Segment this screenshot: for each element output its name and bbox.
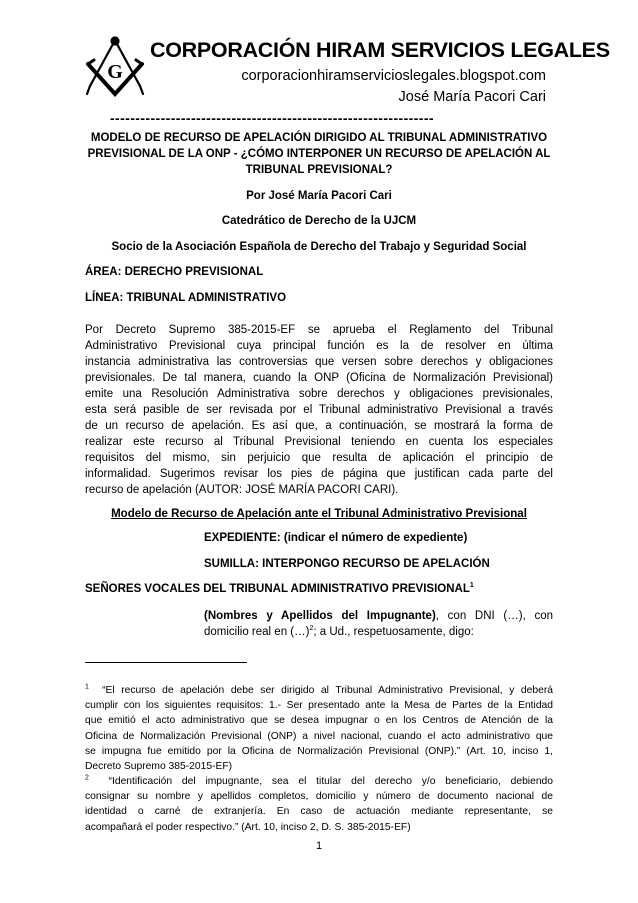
author-position: Catedrático de Derecho de la UJCM — [221, 215, 417, 227]
page-number: 1 — [315, 840, 323, 852]
footnote-line-text: “El recurso de apelación debe ser dirigido al Tribunal Administrativo Previsional, y deberá — [102, 685, 553, 696]
appellant-block — [204, 608, 553, 640]
logo-letter: G — [107, 61, 123, 83]
senores-vocales-text: SEÑORES VOCALES DEL TRIBUNAL ADMINISTRATIVO PREVISIONAL — [85, 583, 470, 595]
footnote-line: Decreto Supremo 385-2015-EF) — [85, 760, 233, 772]
footnote-line: se impugna fue emitido por la Oficina de Normalización Previsional (ONP).” (Art. 10, inciso 1, — [85, 745, 553, 757]
header-separator: ---------------------------------------------------------------- — [110, 110, 434, 126]
expediente-label: EXPEDIENTE: (indicar el número de expediente) — [204, 532, 468, 544]
masonic-compass-square-logo-icon — [84, 34, 146, 104]
linea-label: LÍNEA: TRIBUNAL ADMINISTRATIVO — [85, 292, 287, 304]
paragraph-line: informalidad. Sugerimos revisar los pies de página que justifican cada parte del — [85, 468, 553, 480]
footnote-line: consignar su nombre y apellidos completos, domicilio y número de documento nacional de — [85, 791, 553, 803]
footnote-ref: 1 — [469, 582, 474, 590]
paragraph-line: instancia administrativa las controversias que versen sobre derechos y obligaciones — [85, 356, 553, 368]
footnote-line: cumplir con los siguientes requisitos: 1.- Ser presentado ante la Mesa de Partes de la Entidad — [85, 700, 553, 712]
byline: Por José María Pacori Cari — [246, 190, 392, 202]
paragraph-line: Por Decreto Supremo 385-2015-EF se aprueba el Reglamento del Tribunal — [85, 324, 553, 336]
paragraph-line: emite una Resolución Administrativa sobre derechos y obligaciones previsionales, — [85, 388, 553, 400]
footnote-line: identidad o carné de extranjería. En caso de actuación mediante representante, se — [85, 806, 553, 818]
appellant-line-2 — [204, 624, 553, 640]
intro-paragraph — [85, 322, 553, 498]
footnote-ref: 2 — [309, 625, 314, 633]
appellant-line-1 — [204, 608, 553, 624]
footnote-line: que emitió el acto administrativo que se desea impugnar o en los Centros de Atención de la — [85, 715, 553, 727]
model-heading: Modelo de Recurso de Apelación ante el Tribunal Administrativo Previsional — [111, 508, 527, 520]
document-title-line: PREVISIONAL DE LA ONP - ¿CÓMO INTERPONER UN RECURSO DE APELACIÓN AL — [87, 148, 551, 160]
footnote-separator — [85, 662, 247, 663]
footnote-number: 2 — [85, 774, 89, 782]
paragraph-line: realizar este recurso al Tribunal Previsional teniendo en cuenta los especiales — [85, 436, 553, 448]
paragraph-line: recurso de apelación (AUTOR: JOSÉ MARÍA PACORI CARI). — [85, 484, 399, 496]
footnote-line — [85, 683, 553, 698]
appellant-name: (Nombres y Apellidos del Impugnante) — [204, 610, 436, 622]
footnote-number: 1 — [85, 683, 89, 691]
paragraph-line: de un recurso de apelación. Es así que, a continuación, se mostrará la forma de — [85, 420, 553, 432]
paragraph-line: requisitos del mismo, sin perjuicio que resulta de aplicación el principio de — [85, 452, 553, 464]
senores-vocales — [85, 582, 553, 597]
footnote-line: acompañará el poder respectivo.” (Art. 10, inciso 2, D. S. 385-2015-EF) — [85, 821, 411, 833]
author-membership: Socio de la Asociación Española de Derecho del Trabajo y Seguridad Social — [111, 241, 527, 253]
appellant-line-1-rest: , con DNI (…), con — [435, 610, 554, 622]
footnote-line: Oficina de Normalización Previsional (ONP) a nivel nacional, cuando el acto administrativo que — [85, 730, 553, 742]
sumilla-label: SUMILLA: INTERPONGO RECURSO DE APELACIÓN — [204, 558, 490, 570]
footnote-1 — [85, 683, 553, 774]
paragraph-line: previsionales. De tal manera, cuando la ONP (Oficina de Normalización Previsional) — [85, 372, 553, 384]
document-title-line: MODELO DE RECURSO DE APELACIÓN DIRIGIDO AL TRIBUNAL ADMINISTRATIVO — [90, 132, 548, 144]
footnote-line-text: “Identificación del impugnante, sea el titular del derecho y/o beneficiario, debiendo — [108, 776, 553, 787]
footnote-2 — [85, 774, 553, 835]
appellant-address: domicilio real en (…) — [204, 626, 310, 638]
paragraph-line: esta será pasible de ser revisada por el Tribunal administrativo Previsional a través — [85, 404, 553, 416]
area-label: ÁREA: DERECHO PREVISIONAL — [85, 266, 264, 278]
header-title: CORPORACIÓN HIRAM SERVICIOS LEGALES — [150, 38, 610, 62]
header-blog-url: corporacionhiramservicioslegales.blogspot.com — [241, 68, 546, 84]
footnote-line — [85, 774, 553, 789]
document-title-line: TRIBUNAL PREVISIONAL? — [245, 164, 393, 176]
appellant-greeting: ; a Ud., respetuosamente, digo: — [313, 626, 474, 638]
paragraph-line: Administrativo Previsional cuya principal función es la de resolver en última — [85, 340, 553, 352]
document-title — [85, 130, 553, 178]
header-author: José María Pacori Cari — [398, 89, 546, 105]
